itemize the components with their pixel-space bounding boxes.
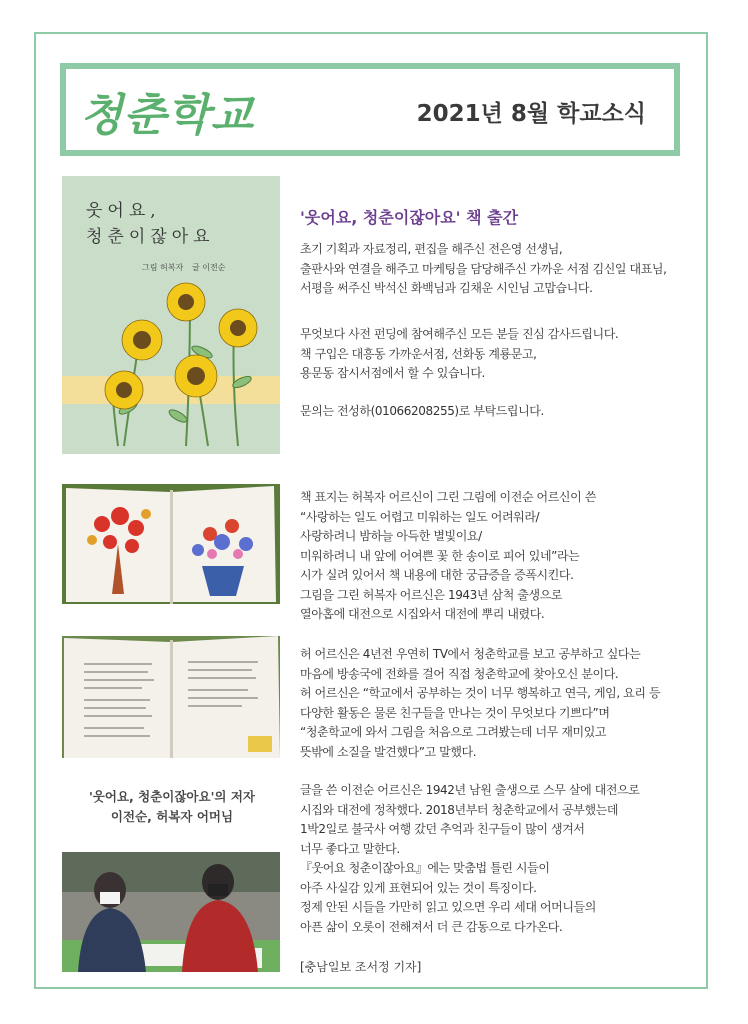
text-line: 출판사와 연결을 해주고 마케팅을 담당해주신 가까운 서점 김신일 대표님,	[300, 261, 667, 276]
authors-photo	[62, 852, 280, 972]
photo-caption	[62, 787, 282, 827]
book-credit-art: 그림 허복자	[142, 263, 184, 272]
article-title: '웃어요, 청춘이잖아요' 책 출간	[300, 208, 519, 227]
text-line: 열아홉에 대전으로 시집와서 대전에 뿌리 내렸다.	[300, 607, 545, 621]
text-line: 문의는 전성하(01066208255)로 부탁드립니다.	[300, 404, 544, 418]
drawing-pages-image	[62, 484, 280, 604]
text-line: 정제 안된 시들을 가만히 읽고 있으면 우리 세대 어머니들의	[300, 900, 596, 914]
issue-date: 2021년 8월 학교소식	[416, 101, 646, 127]
author-paragraph	[300, 781, 639, 937]
text-line: 용문동 잠시서점에서 할 수 있습니다.	[300, 366, 485, 380]
book-interior-photo-drawings	[62, 484, 280, 604]
thanks-paragraph	[300, 325, 618, 384]
text-line: 책 구입은 대흥동 가까운서점, 선화동 계룡문고,	[300, 346, 537, 361]
book-interior-photo-poems	[62, 636, 280, 758]
book-cover-photo	[62, 176, 280, 454]
text-line: 다양한 활동은 물론 친구들을 만나는 것이 무엇보다 기쁘다”며	[300, 705, 610, 720]
text-line: 뜻밖에 소질을 발견했다”고 말했다.	[300, 744, 477, 759]
book-title-line2: 청춘이잖아요	[86, 227, 215, 247]
text-line: 마음에 방송국에 전화를 걸어 직접 청춘학교에 찾아오신 분이다.	[300, 666, 619, 681]
text-line: 시집와 대전에 정착했다. 2018년부터 청춘학교에서 공부했는데	[300, 802, 619, 817]
school-logo: 청춘학교	[80, 90, 255, 141]
text-line: 1박2일로 불국사 여행 갔던 추억과 친구들이 많이 생겨서	[300, 822, 585, 836]
text-line: 사랑하려니 밤하늘 아득한 별빛이요/	[300, 529, 482, 543]
text-line: 그림을 그린 허복자 어르신은 1943년 삼척 출생으로	[300, 587, 563, 602]
text-line: 허 어르신은 4년전 우연히 TV에서 청춘학교를 보고 공부하고 싶다는	[300, 647, 641, 661]
text-line: 서평을 써주신 박석신 화백님과 김채운 시인님 고맙습니다.	[300, 281, 593, 295]
text-line: 『웃어요 청춘이잖아요』에는 맞춤법 틀린 시들이	[300, 861, 550, 875]
text-line: 초기 기획과 자료정리, 편집을 해주신 전은영 선생님,	[300, 242, 563, 256]
caption-line: 이전순, 허복자 어머님	[110, 809, 234, 824]
newsletter-header	[60, 63, 680, 156]
text-line: 미워하려니 내 앞에 어여쁜 꽃 한 송이로 피어 있네”라는	[300, 548, 580, 563]
text-line: 아픈 삶이 오롯이 전해져서 더 큰 감동으로 다가온다.	[300, 919, 563, 934]
book-credit-text: 글 이전순	[192, 263, 226, 272]
caption-line: '웃어요, 청춘이잖아요'의 저자	[88, 789, 255, 804]
text-line: 아주 사실감 있게 표현되어 있는 것이 특징이다.	[300, 880, 537, 895]
text-line: 허 어르신은 “학교에서 공부하는 것이 너무 행복하고 연극, 게임, 요리 등	[300, 686, 661, 700]
cover-description-paragraph	[300, 488, 596, 625]
text-line: 너무 좋다고 말한다.	[300, 841, 400, 856]
poem-pages-image	[62, 636, 280, 758]
contact-paragraph	[300, 402, 544, 422]
illustrator-paragraph	[300, 645, 660, 762]
text-line: 글을 쓴 이전순 어르신은 1942년 남원 출생으로 스무 살에 대전으로	[300, 783, 640, 797]
text-line: 시가 실려 있어서 책 내용에 대한 궁금증을 증폭시킨다.	[300, 568, 574, 582]
book-title-line1: 웃어요,	[86, 201, 161, 221]
authors-photo-image	[62, 852, 280, 972]
text-line: 책 표지는 허복자 어르신이 그린 그림에 이전순 어르신이 쓴	[300, 490, 596, 504]
text-line: “사랑하는 일도 어렵고 미워하는 일도 어려워라/	[300, 509, 540, 524]
intro-paragraph	[300, 240, 667, 299]
reporter-byline: [충남일보 조서정 기자]	[300, 960, 422, 974]
text-line: 무엇보다 사전 펀딩에 참여해주신 모든 분들 진심 감사드립니다.	[300, 327, 619, 341]
text-line: “청춘학교에 와서 그림을 처음으로 그려봤는데 너무 재미있고	[300, 725, 607, 739]
